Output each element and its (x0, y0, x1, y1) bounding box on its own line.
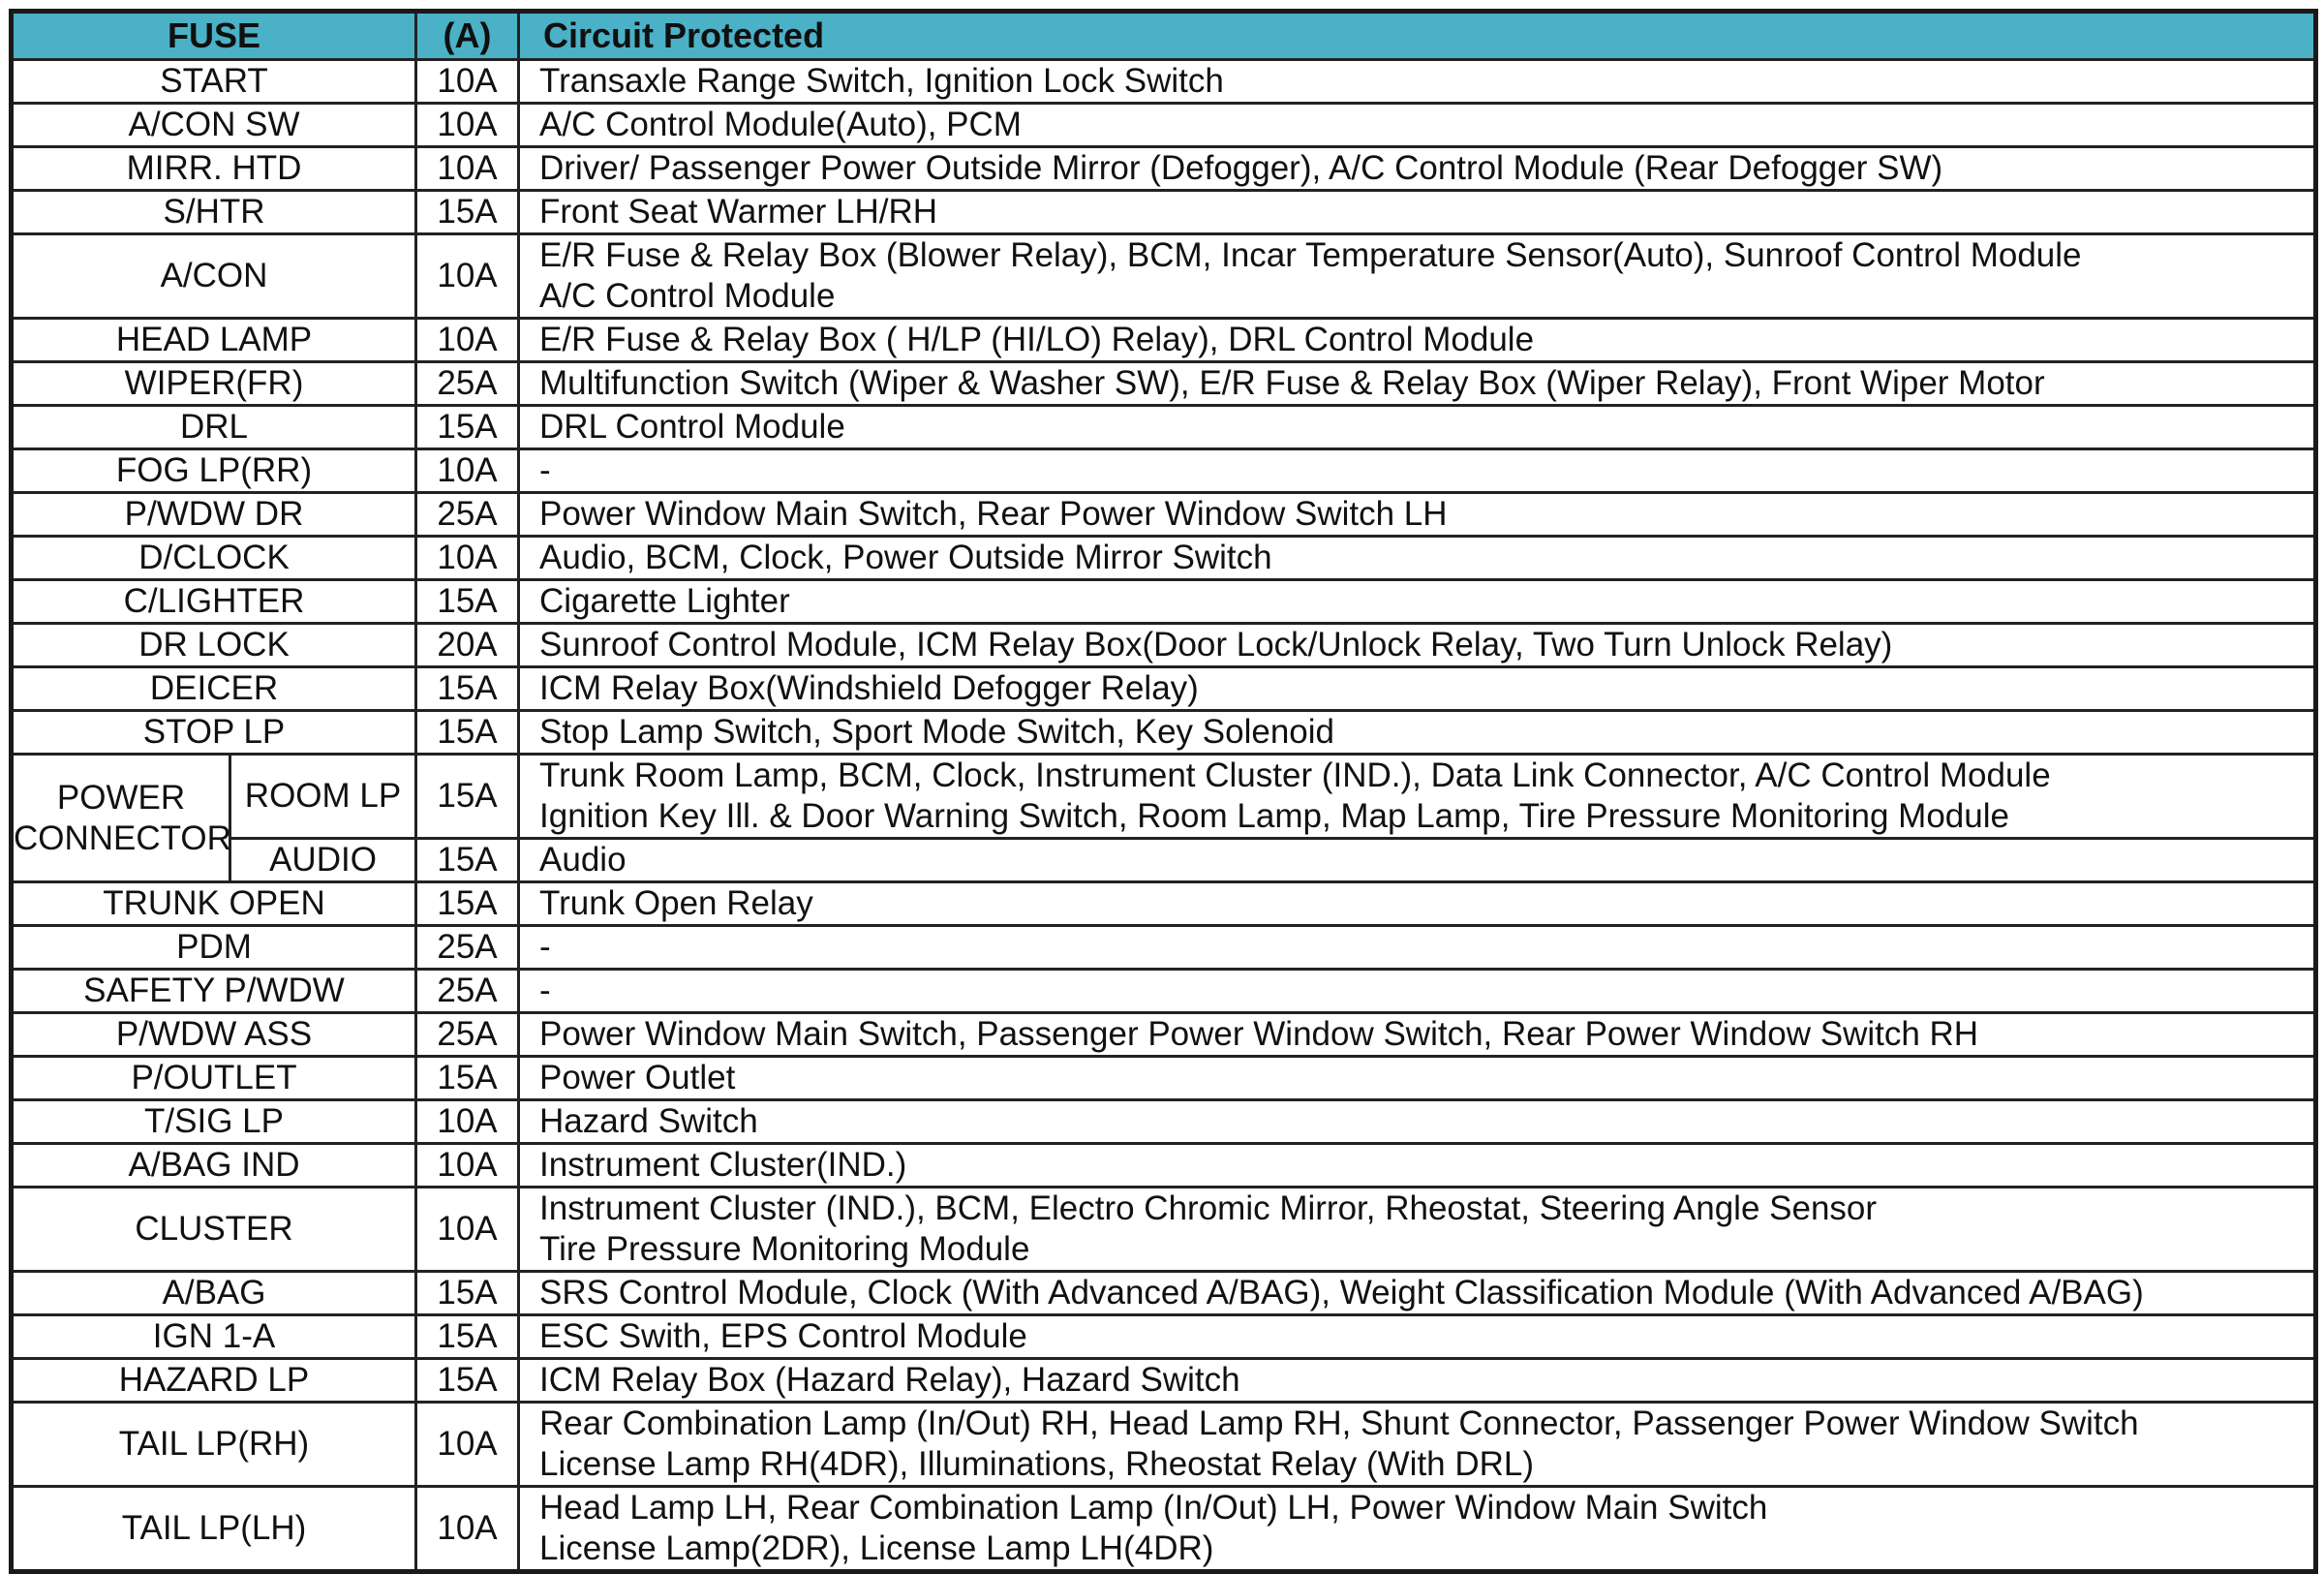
amp-cell: 25A (416, 926, 519, 970)
circuit-cell (519, 624, 2316, 667)
circuit-text: ESC Swith, EPS Control Module (539, 1317, 1027, 1355)
circuit-cell (519, 882, 2316, 926)
amp-cell: 25A (416, 1013, 519, 1057)
fuse-name-cell: IGN 1-A (12, 1315, 416, 1359)
amp-cell: 10A (416, 1100, 519, 1144)
circuit-text: Hazard Switch (539, 1102, 758, 1140)
table-row (12, 1144, 2316, 1188)
circuit-cell (519, 537, 2316, 580)
circuit-text: Trunk Open Relay (539, 884, 813, 922)
fuse-table (9, 9, 2318, 1574)
circuit-cell (519, 147, 2316, 191)
circuit-text: Sunroof Control Module, ICM Relay Box(Door Lock/Unlock Relay, Two Turn Unlock Relay) (539, 626, 1893, 664)
circuit-text: Power Window Main Switch, Rear Power Window Switch LH (539, 495, 1448, 533)
fuse-name-cell: C/LIGHTER (12, 580, 416, 624)
table-row (12, 755, 2316, 839)
amp-cell: 15A (416, 406, 519, 449)
fuse-name-cell: ROOM LP (230, 755, 416, 839)
amp-cell: 20A (416, 624, 519, 667)
circuit-cell (519, 580, 2316, 624)
circuit-cell (519, 1487, 2316, 1572)
circuit-cell (519, 1272, 2316, 1315)
amp-cell: 10A (416, 60, 519, 104)
table-row (12, 493, 2316, 537)
circuit-cell (519, 60, 2316, 104)
circuit-cell (519, 319, 2316, 362)
circuit-text: - (539, 972, 551, 1009)
circuit-text: Audio, BCM, Clock, Power Outside Mirror Switch (539, 539, 1272, 576)
fuse-name-cell: D/CLOCK (12, 537, 416, 580)
amp-cell: 15A (416, 882, 519, 926)
amp-cell: 10A (416, 1487, 519, 1572)
table-row (12, 1487, 2316, 1572)
circuit-text: Trunk Room Lamp, BCM, Clock, Instrument Cluster (IND.), Data Link Connector, A/C Control Module (539, 756, 2051, 794)
circuit-text: DRL Control Module (539, 408, 845, 446)
circuit-text: E/R Fuse & Relay Box ( H/LP (HI/LO) Relay), DRL Control Module (539, 321, 1535, 358)
amp-cell: 15A (416, 1057, 519, 1100)
circuit-cell (519, 449, 2316, 493)
circuit-text: Transaxle Range Switch, Ignition Lock Switch (539, 62, 1224, 100)
fuse-name-cell: PDM (12, 926, 416, 970)
circuit-text: Audio (539, 841, 627, 879)
group-label-line: POWER (56, 778, 186, 817)
table-row (12, 104, 2316, 147)
table-row (12, 362, 2316, 406)
power-connector-group-cell (12, 755, 230, 882)
circuit-text: Power Window Main Switch, Passenger Power Window Switch, Rear Power Window Switch RH (539, 1015, 1979, 1053)
table-row (12, 882, 2316, 926)
table-row (12, 1100, 2316, 1144)
circuit-text: Cigarette Lighter (539, 582, 790, 620)
fuse-name-cell: A/CON (12, 234, 416, 319)
table-row (12, 1359, 2316, 1403)
circuit-cell (519, 755, 2316, 839)
circuit-text: SRS Control Module, Clock (With Advanced A/BAG), Weight Classification Module (With Advanced A/BAG) (539, 1274, 2144, 1312)
circuit-text: ICM Relay Box (Hazard Relay), Hazard Switch (539, 1361, 1240, 1399)
fuse-name-cell: A/BAG IND (12, 1144, 416, 1188)
circuit-text: License Lamp(2DR), License Lamp LH(4DR) (539, 1529, 1214, 1567)
circuit-text: License Lamp RH(4DR), Illuminations, Rheostat Relay (With DRL) (539, 1445, 1535, 1483)
circuit-cell (519, 970, 2316, 1013)
table-row (12, 1057, 2316, 1100)
table-row (12, 1013, 2316, 1057)
table-body (12, 60, 2316, 1572)
amp-cell: 10A (416, 319, 519, 362)
fuse-name-cell: WIPER(FR) (12, 362, 416, 406)
amp-cell: 10A (416, 1403, 519, 1487)
fuse-name-cell: HAZARD LP (12, 1359, 416, 1403)
circuit-cell (519, 493, 2316, 537)
fuse-name-cell: DEICER (12, 667, 416, 711)
table-row (12, 191, 2316, 234)
amp-cell: 10A (416, 147, 519, 191)
circuit-cell (519, 104, 2316, 147)
circuit-text: Multifunction Switch (Wiper & Washer SW), E/R Fuse & Relay Box (Wiper Relay), Front Wiper Motor (539, 364, 2045, 402)
circuit-text: Front Seat Warmer LH/RH (539, 193, 938, 231)
group-label-line: CONNECTOR (14, 818, 231, 857)
table-row (12, 1272, 2316, 1315)
circuit-cell (519, 191, 2316, 234)
circuit-cell (519, 667, 2316, 711)
circuit-cell (519, 1100, 2316, 1144)
circuit-text: Ignition Key Ill. & Door Warning Switch, Room Lamp, Map Lamp, Tire Pressure Monitoring Module (539, 797, 2009, 835)
fuse-name-cell: HEAD LAMP (12, 319, 416, 362)
circuit-text: - (539, 451, 551, 489)
amp-cell: 10A (416, 537, 519, 580)
header-amp: (A) (416, 12, 519, 60)
table-row (12, 1315, 2316, 1359)
table-row (12, 1188, 2316, 1272)
circuit-text: A/C Control Module(Auto), PCM (539, 106, 1022, 143)
fuse-name-cell: START (12, 60, 416, 104)
circuit-text: E/R Fuse & Relay Box (Blower Relay), BCM, Incar Temperature Sensor(Auto), Sunroof Control Module (539, 236, 2082, 274)
circuit-text: Head Lamp LH, Rear Combination Lamp (In/Out) LH, Power Window Main Switch (539, 1489, 1768, 1527)
fuse-name-cell: A/CON SW (12, 104, 416, 147)
fuse-name-cell: CLUSTER (12, 1188, 416, 1272)
circuit-cell (519, 839, 2316, 882)
table-row (12, 839, 2316, 882)
amp-cell: 10A (416, 1188, 519, 1272)
table-row (12, 319, 2316, 362)
header-fuse: FUSE (12, 12, 416, 60)
amp-cell: 15A (416, 1315, 519, 1359)
fuse-name-cell: S/HTR (12, 191, 416, 234)
circuit-cell (519, 1403, 2316, 1487)
circuit-text: Rear Combination Lamp (In/Out) RH, Head Lamp RH, Shunt Connector, Passenger Power Window Switch (539, 1404, 2139, 1442)
table-row (12, 1403, 2316, 1487)
amp-cell: 15A (416, 1359, 519, 1403)
fuse-name-cell: T/SIG LP (12, 1100, 416, 1144)
circuit-text: Instrument Cluster (IND.), BCM, Electro Chromic Mirror, Rheostat, Steering Angle Sensor (539, 1189, 1878, 1227)
fuse-name-cell: P/OUTLET (12, 1057, 416, 1100)
table-row (12, 624, 2316, 667)
amp-cell: 10A (416, 449, 519, 493)
fuse-name-cell: P/WDW ASS (12, 1013, 416, 1057)
fuse-name-cell: STOP LP (12, 711, 416, 755)
amp-cell: 15A (416, 711, 519, 755)
table-row (12, 926, 2316, 970)
circuit-text: Tire Pressure Monitoring Module (539, 1230, 1030, 1268)
circuit-cell (519, 1144, 2316, 1188)
amp-cell: 10A (416, 234, 519, 319)
table-row (12, 970, 2316, 1013)
circuit-cell (519, 1013, 2316, 1057)
fuse-name-cell: A/BAG (12, 1272, 416, 1315)
amp-cell: 25A (416, 493, 519, 537)
circuit-text: Instrument Cluster(IND.) (539, 1146, 907, 1184)
circuit-text: Power Outlet (539, 1059, 736, 1096)
circuit-cell (519, 406, 2316, 449)
fuse-name-cell: SAFETY P/WDW (12, 970, 416, 1013)
fuse-table-container (9, 9, 2318, 1567)
circuit-cell (519, 1188, 2316, 1272)
table-row (12, 667, 2316, 711)
table-header-row (12, 12, 2316, 60)
table-row (12, 537, 2316, 580)
header-circuit: Circuit Protected (519, 12, 2316, 60)
amp-cell: 10A (416, 104, 519, 147)
amp-cell: 15A (416, 580, 519, 624)
table-row (12, 406, 2316, 449)
circuit-cell (519, 234, 2316, 319)
amp-cell: 15A (416, 191, 519, 234)
fuse-name-cell: TAIL LP(LH) (12, 1487, 416, 1572)
circuit-cell (519, 711, 2316, 755)
circuit-cell (519, 926, 2316, 970)
fuse-name-cell: FOG LP(RR) (12, 449, 416, 493)
amp-cell: 25A (416, 362, 519, 406)
amp-cell: 15A (416, 667, 519, 711)
amp-cell: 15A (416, 755, 519, 839)
table-row (12, 711, 2316, 755)
table-row (12, 580, 2316, 624)
circuit-cell (519, 1057, 2316, 1100)
fuse-name-cell: TAIL LP(RH) (12, 1403, 416, 1487)
fuse-name-cell: MIRR. HTD (12, 147, 416, 191)
table-row (12, 147, 2316, 191)
fuse-name-cell: TRUNK OPEN (12, 882, 416, 926)
amp-cell: 15A (416, 1272, 519, 1315)
circuit-text: A/C Control Module (539, 277, 836, 315)
circuit-text: - (539, 928, 551, 966)
circuit-cell (519, 1315, 2316, 1359)
amp-cell: 10A (416, 1144, 519, 1188)
amp-cell: 25A (416, 970, 519, 1013)
table-row (12, 234, 2316, 319)
circuit-text: Driver/ Passenger Power Outside Mirror (Defogger), A/C Control Module (Rear Defogger SW) (539, 149, 1943, 187)
amp-cell: 15A (416, 839, 519, 882)
table-row (12, 449, 2316, 493)
circuit-text: ICM Relay Box(Windshield Defogger Relay) (539, 669, 1199, 707)
circuit-text: Stop Lamp Switch, Sport Mode Switch, Key Solenoid (539, 713, 1334, 751)
fuse-name-cell: DR LOCK (12, 624, 416, 667)
fuse-name-cell: AUDIO (230, 839, 416, 882)
circuit-cell (519, 1359, 2316, 1403)
fuse-name-cell: P/WDW DR (12, 493, 416, 537)
table-row (12, 60, 2316, 104)
fuse-name-cell: DRL (12, 406, 416, 449)
circuit-cell (519, 362, 2316, 406)
